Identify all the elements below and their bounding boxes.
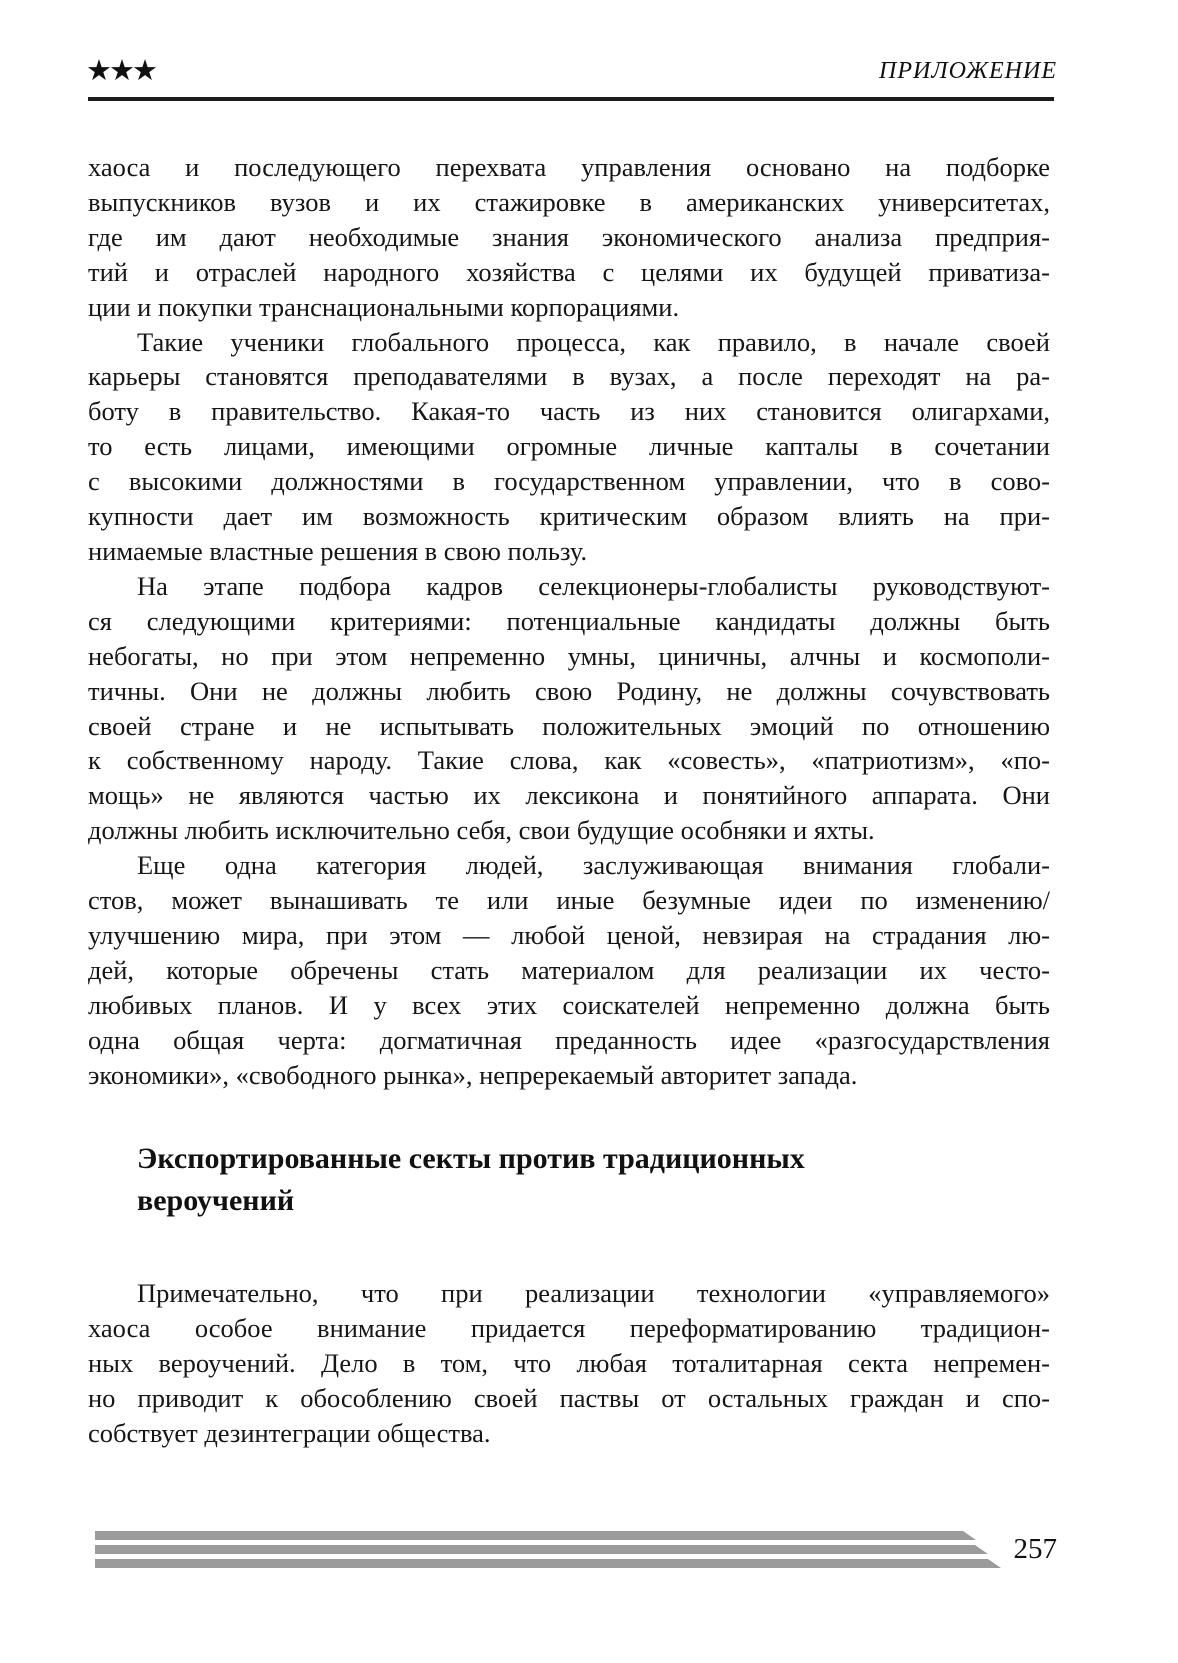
text-line: собствует дезинтеграции общества. bbox=[88, 1418, 491, 1449]
heading-line: Экспортированные секты против традиционных bbox=[137, 1142, 805, 1176]
text-line: боту в правительство. Какая-то часть из них становится олигархами, bbox=[88, 396, 1050, 427]
section-heading bbox=[88, 1138, 1050, 1222]
text-line: ся следующими критериями: потенциальные кандидаты должны быть bbox=[88, 605, 1050, 636]
header-rule bbox=[88, 97, 1054, 101]
running-head-title: ПРИЛОЖЕНИЕ bbox=[879, 58, 1057, 84]
text-line: где им дают необходимые знания экономического анализа предприя- bbox=[88, 221, 1050, 252]
heading-line: вероучений bbox=[137, 1184, 295, 1218]
text-line: хаоса и последующего перехвата управления основано на подборке bbox=[88, 152, 1050, 182]
paragraph bbox=[88, 569, 1050, 848]
paragraph bbox=[88, 150, 1050, 325]
footer-stripe-bottom bbox=[95, 1559, 1001, 1568]
text-line: хаоса особое внимание придается переформатированию традицион- bbox=[88, 1313, 1050, 1344]
text-line: небогаты, но при этом непременно умны, циничны, алчны и космополи- bbox=[88, 640, 1050, 671]
text-line: экономики», «свободного рынка», непререкаемый авторитет запада. bbox=[88, 1059, 858, 1090]
footer-stripe-middle bbox=[95, 1545, 988, 1554]
text-line: одна общая черта: догматичная преданность идее «разгосударствления bbox=[88, 1024, 1050, 1055]
text-line: На этапе подбора кадров селекционеры-глобалисты руководствуют- bbox=[137, 570, 1050, 601]
paragraph bbox=[88, 1276, 1050, 1451]
text-line: любивых планов. И у всех этих соискателей непременно должна быть bbox=[88, 989, 1050, 1020]
text-line: стов, может вынашивать те или иные безумные идеи по изменению/ bbox=[88, 885, 1050, 916]
text-line: к собственному народу. Такие слова, как «совесть», «патриотизм», «по- bbox=[88, 745, 1050, 776]
page-number: 257 bbox=[1013, 1533, 1057, 1565]
text-line: выпускников вузов и их стажировке в американских университетах, bbox=[88, 186, 1050, 217]
text-line: дей, которые обречены стать материалом для реализации их често- bbox=[88, 954, 1050, 985]
page-body bbox=[88, 150, 1050, 1451]
text-line: нимаемые властные решения в свою пользу. bbox=[88, 535, 588, 566]
text-line: Еще одна категория людей, заслуживающая внимания глобали- bbox=[137, 850, 1050, 881]
text-line: своей стране и не испытывать положительных эмоций по отношению bbox=[88, 710, 1050, 741]
text-line: Примечательно, что при реализации технологии «управляемого» bbox=[137, 1278, 1050, 1309]
text-line: тий и отраслей народного хозяйства с целями их будущей приватиза- bbox=[88, 256, 1050, 287]
text-line: карьеры становятся преподавателями в вузах, а после переходят на ра- bbox=[88, 361, 1050, 392]
text-line: тичны. Они не должны любить свою Родину, не должны сочувствовать bbox=[88, 675, 1050, 706]
paragraph bbox=[88, 325, 1050, 569]
paragraph bbox=[88, 848, 1050, 1092]
text-line: то есть лицами, имеющими огромные личные капталы в сочетании bbox=[88, 431, 1050, 462]
text-line: ции и покупки транснациональными корпорациями. bbox=[88, 291, 680, 322]
text-line: должны любить исключительно себя, свои будущие особняки и яхты. bbox=[88, 815, 875, 846]
text-line: ных вероучений. Дело в том, что любая тоталитарная секта непремен- bbox=[88, 1348, 1050, 1379]
text-line: Такие ученики глобального процесса, как правило, в начале своей bbox=[137, 326, 1050, 357]
text-line: но приводит к обособлению своей паствы от остальных граждан и спо- bbox=[88, 1383, 1050, 1414]
text-line: с высокими должностями в государственном управлении, что в сово- bbox=[88, 466, 1050, 497]
text-line: мощь» не являются частью их лексикона и понятийного аппарата. Они bbox=[88, 780, 1050, 811]
footer-stripe-top bbox=[95, 1531, 976, 1540]
text-line: улучшению мира, при этом — любой ценой, невзирая на страдания лю- bbox=[88, 919, 1050, 950]
stars-ornament-icon: ★★★ bbox=[86, 53, 155, 87]
text-line: купности дает им возможность критическим образом влиять на при- bbox=[88, 501, 1050, 532]
